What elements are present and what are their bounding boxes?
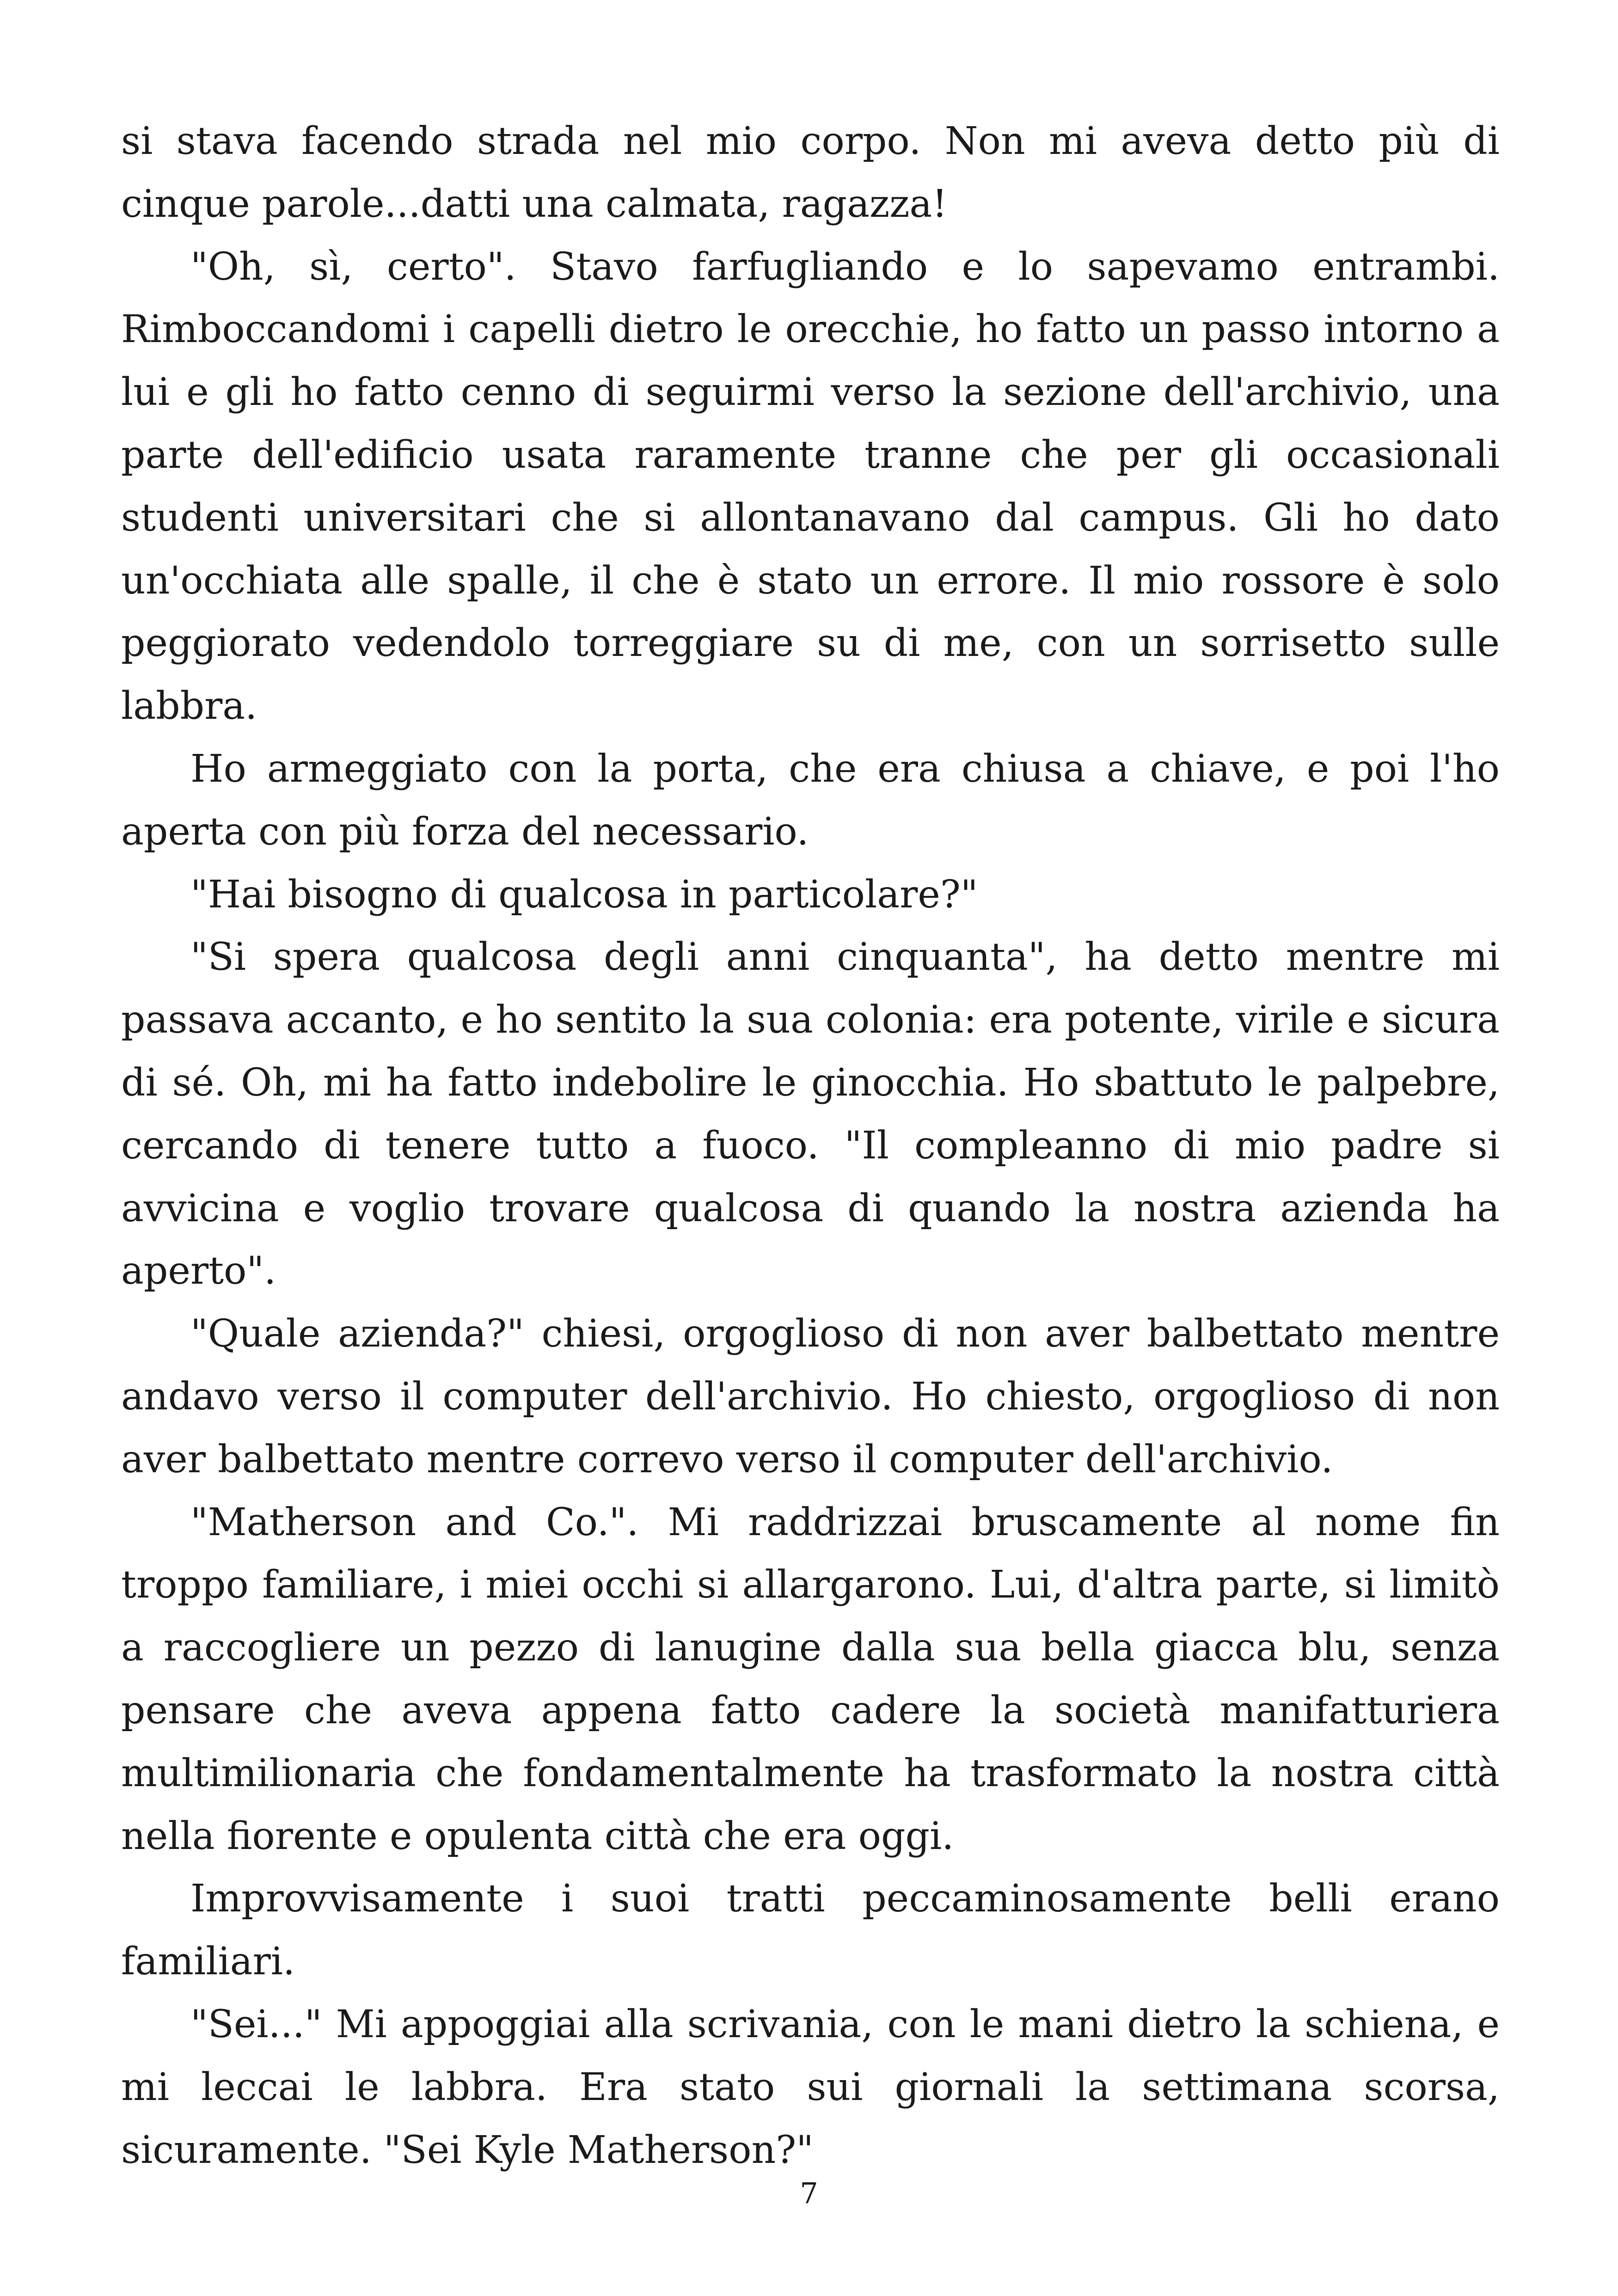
paragraph-continuation: si stava facendo strada nel mio corpo. Non mi aveva detto più di cinque parole...datti una calmata, ragazza! [121,119,1500,226]
page-number: 7 [800,2176,818,2210]
paragraph: Ho armeggiato con la porta, che era chiusa a chiave, e poi l'ho aperta con più forza del necessario. [121,747,1500,854]
paragraph: "Si spera qualcosa degli anni cinquanta", ha detto mentre mi passava accanto, e ho sentito la sua colonia: era potente, virile e sicura di sé. Oh, mi ha fatto indebolire le ginocchia. Ho sbattuto le palpebre, cercando di tenere tutto a fuoco. "Il compleanno di mio padre si avvicina e voglio trovare qualcosa di quando la nostra azienda ha aperto". [121,935,1500,1293]
paragraph: "Hai bisogno di qualcosa in particolare?" [190,872,978,917]
body-text [121,110,1500,2181]
paragraph: "Quale azienda?" chiesi, orgoglioso di non aver balbettato mentre andavo verso il computer dell'archivio. Ho chiesto, orgoglioso di non aver balbettato mentre correvo verso il computer dell'archivio. [121,1312,1500,1482]
paragraph: "Sei..." Mi appoggiai alla scrivania, con le mani dietro la schiena, e mi leccai le labbra. Era stato sui giornali la settimana scorsa, sicuramente. "Sei Kyle Matherson?" [121,2002,1500,2172]
paragraph: "Matherson and Co.". Mi raddrizzai bruscamente al nome fin troppo familiare, i miei occhi si allargarono. Lui, d'altra parte, si limitò a raccogliere un pezzo di lanugine dalla sua bella giacca blu, senza pensare che aveva appena fatto cadere la società manifatturiera multimilionaria che fondamentalmente ha trasformato la nostra città nella fiorente e opulenta città che era oggi. [121,1500,1500,1858]
paragraph: "Oh, sì, certo". Stavo farfugliando e lo sapevamo entrambi. Rimboccandomi i capelli dietro le orecchie, ho fatto un passo intorno a lui e gli ho fatto cenno di seguirmi verso la sezione dell'archivio, una parte dell'edificio usata raramente tranne che per gli occasionali studenti universitari che si allontanavano dal campus. Gli ho dato un'occhiata alle spalle, il che è stato un errore. Il mio rossore è solo peggiorato vedendolo torreggiare su di me, con un sorrisetto sulle labbra. [121,245,1500,729]
paragraph: Improvvisamente i suoi tratti peccaminosamente belli erano familiari. [121,1877,1500,1984]
